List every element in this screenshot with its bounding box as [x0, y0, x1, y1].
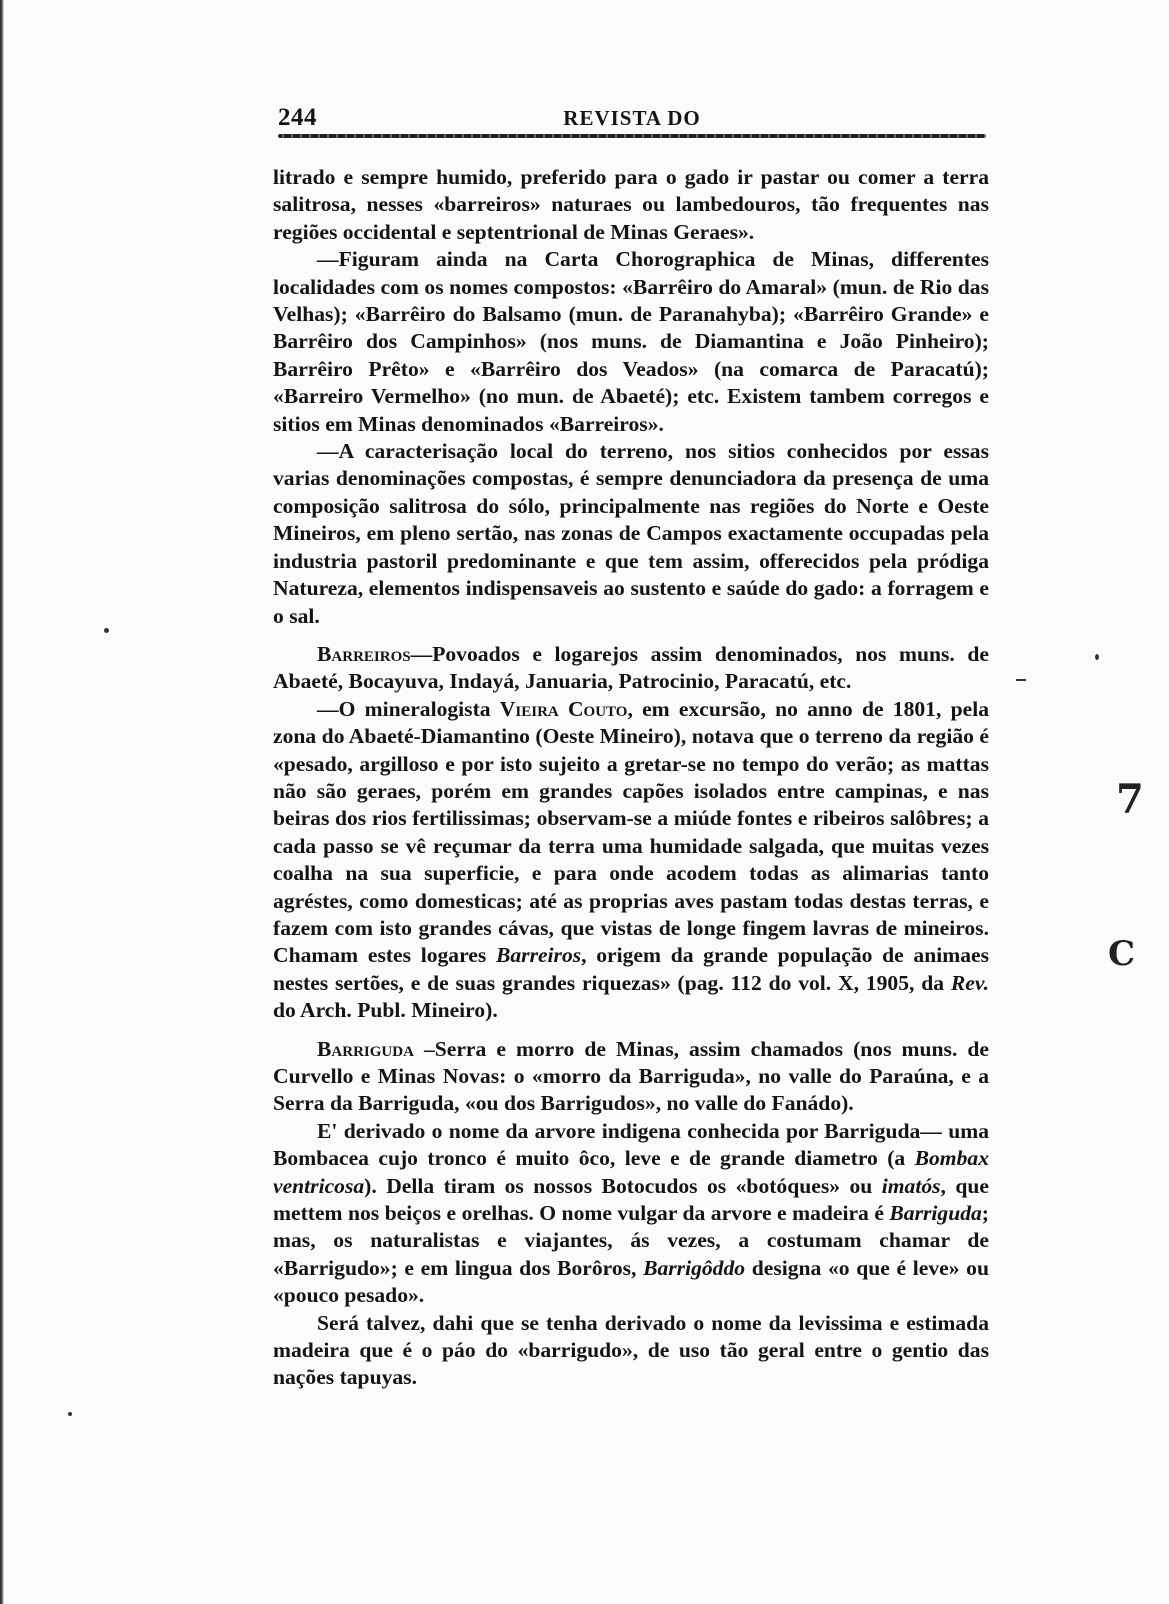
paragraph: [273, 246, 989, 438]
paragraph: [273, 1310, 989, 1392]
paragraph: [273, 438, 989, 630]
paragraph-text: —Figuram ainda na Carta Chorographica de Minas, differentes localidades com os nomes compostos: «Barrêiro do Amaral» (mun. de Rio das Velhas); «Barrêiro do Balsamo (mun. de Paranahyba); «Barrêiro Grande» e Barrêiro dos Campinhos» (nos muns. de Diamantina e João Pinheiro); Barrêiro Prêto» e «Barrêiro dos Veados» (na comarca de Paracatú); «Barreiro Vermelho» (no mun. de Abaeté); etc. Existem tambem corregos e sitios em Minas denominados «Barreiros».: [273, 247, 989, 436]
paragraph-text: Será talvez, dahi que se tenha derivado o nome da levissima e estimada madeira que é o páo do «barrigudo», de uso tão geral entre o gentio das nações tapuyas.: [273, 1310, 989, 1390]
paragraph-text: ; mas, os naturalistas e viajantes, ás vezes, a costumam chamar de «Barrigudo»; e em lingua dos Borôros,: [273, 1201, 989, 1280]
italic-term: Rev.: [950, 970, 989, 995]
paragraph-text: –Serra e morro de Minas, assim chamados (nos muns. de Curvello e Minas Novas: o «morro da Barriguda», no valle do Paraúna, e a Serra da Barriguda, «ou dos Barrigudos», no valle do Fanádo).: [273, 1036, 989, 1116]
paragraph: [273, 1118, 989, 1310]
entry-headword: Barreiros: [317, 641, 411, 666]
margin-mark: C: [1108, 934, 1136, 974]
paragraph-text: , que mettem nos beiços e orelhas. O nome vulgar da arvore e madeira é: [273, 1173, 989, 1226]
italic-term: Barreiros: [495, 943, 582, 968]
paragraph-text: , em excursão, no anno de 1801, pela zona do Abaeté-Diamantino (Oeste Mineiro), notava que o terreno da região é «pesado, argilloso e por isto sujeito a gretar-se no tempo do verão; as mattas não são geraes, porém em grandes capões isolados entre campinas, e nas beiras dos rios fertilissimas; observam-se a miúde fontes e ribeiros salôbres; a cada passo se vê reçumar da terra uma humidade salgada, que muitas vezes coalha na sua superficie, e para onde acodem todas as alimarias tanto agréstes, como domesticas; até as proprias aves pastam todas destas terras, e fazem com isto grandes cávas, que vistas de longe fingem lavras de mineiros. Chamam estes logares: [273, 696, 989, 968]
paragraph-text: do Arch. Publ. Mineiro).: [273, 998, 498, 1023]
italic-term: Barrigôddo: [643, 1255, 746, 1280]
speck: [104, 628, 109, 633]
entry-barreiros: [273, 641, 989, 696]
paragraph-text: —Povoados e logarejos assim denominados, nos muns. de Abaeté, Bocayuva, Indayá, Januaria, Patrocinio, Paracatú, etc.: [273, 641, 989, 694]
paragraph-text: —A caracterisação local do terreno, nos sitios conhecidos por essas varias denominações compostas, é sempre denunciadora da presença de uma composição salitrosa do sólo, principalmente nas regiões do Norte e Oeste Mineiros, em pleno sertão, nas zonas de Campos exactamente occupadas pela industria pastoril predominante e que tem assim, offerecidos pela pródiga Natureza, elementos indispensaveis ao sustento e saúde do gado: a forragem e o sal.: [273, 439, 989, 628]
speck: [1016, 679, 1026, 681]
scan-edge: [0, 0, 4, 1604]
entry-headword: Barriguda: [317, 1036, 414, 1061]
paragraph-text: —O mineralogista: [317, 696, 500, 721]
speck: [1095, 654, 1099, 660]
header-rule: [278, 134, 986, 138]
italic-term: imatós: [881, 1173, 941, 1198]
paragraph-text: , origem da grande população de animaes nestes sertões, e de suas grandes riquezas» (pag. 112 do vol. X, 1905, da: [273, 943, 989, 995]
body-text: [273, 164, 989, 1392]
paragraph-text: E' derivado o nome da arvore indigena conhecida por Barriguda— uma Bombacea cujo tronco é muito ôco, leve e de grande diametro (a: [273, 1118, 989, 1171]
page-header: [278, 98, 986, 138]
paragraph: [273, 164, 989, 246]
italic-term: Bombax ventricosa: [273, 1146, 989, 1198]
paragraph-text: litrado e sempre humido, preferido para o gado ir pastar ou comer a terra salitrosa, nesses «barreiros» naturaes ou lambedouros, tão frequentes nas regiões occidental e septentrional de Minas Geraes».: [273, 165, 989, 244]
paragraph: [273, 696, 989, 1025]
paragraph-text: ). Della tiram os nossos Botocudos os «botóques» ou: [364, 1173, 882, 1198]
page-number: 244: [278, 104, 317, 131]
speck: [68, 1412, 72, 1416]
margin-mark: 7: [1116, 776, 1144, 823]
entry-barriguda: [273, 1036, 989, 1118]
author-name: Vieira Couto: [499, 696, 628, 721]
italic-term: Barriguda: [889, 1201, 982, 1226]
running-title: REVISTA DO: [563, 106, 701, 130]
paragraph-text: designa «o que é leve» ou «pouco pesado».: [273, 1255, 989, 1308]
